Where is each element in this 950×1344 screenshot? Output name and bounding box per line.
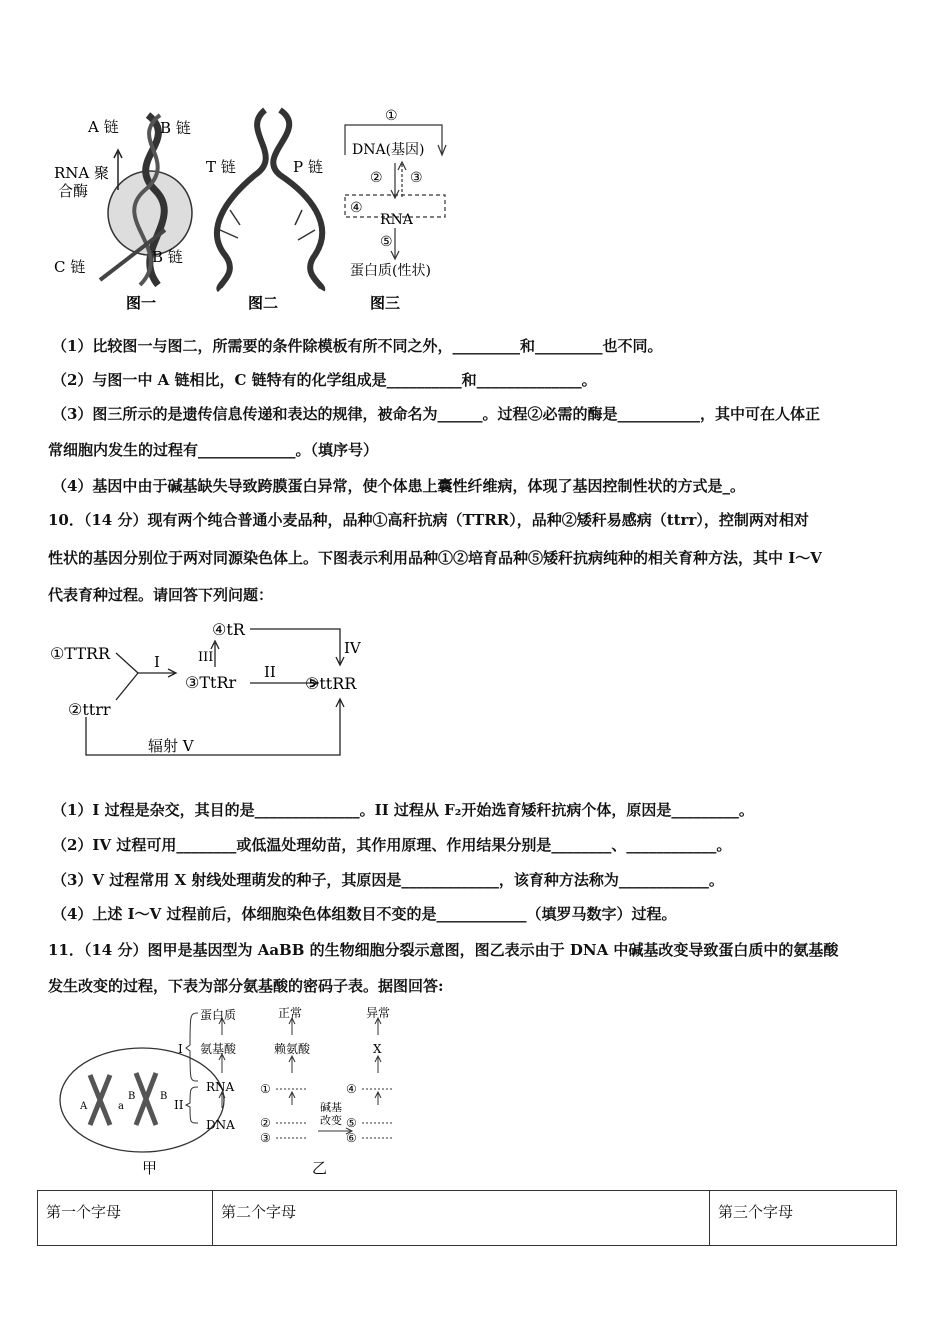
abnormal-label: 异常	[366, 1006, 391, 1020]
protein-trait-label: 蛋白质(性状)	[350, 263, 431, 279]
process-3-label: III	[198, 650, 214, 665]
variety-2-ttrr-label: ②ttrr	[68, 700, 111, 719]
allele-b-2-label: B	[160, 1091, 168, 1102]
figure-jia-yi	[50, 1005, 410, 1180]
process-5-label: 辐射 V	[148, 737, 194, 755]
normal-label: 正常	[278, 1006, 303, 1020]
step-1-label: ①	[385, 108, 398, 124]
header-second-letter: 第二个字母	[213, 1191, 710, 1246]
c-chain-label: C 链	[54, 258, 86, 276]
process-1-label: I	[154, 653, 160, 671]
q10-sub-4: （4）上述 I～V 过程前后，体细胞染色体组数目不变的是____________（填罗马数字）过程。	[52, 905, 677, 923]
rna-level-label: RNA	[206, 1080, 235, 1094]
caption-fig-one: 图一	[126, 294, 157, 312]
process-4-label: IV	[344, 639, 361, 657]
variety-3-ttrr-label: ③TtRr	[185, 673, 237, 692]
lysine-label: 赖氨酸	[274, 1042, 311, 1056]
cell-division-diagram	[60, 1048, 224, 1152]
allele-b-1-label: B	[128, 1091, 136, 1102]
q11-intro-1: 11．（14 分）图甲是基因型为 AaBB 的生物细胞分裂示意图，图乙表示由于 DNA 中碱基改变导致蛋白质中的氨基酸	[48, 941, 839, 959]
q9-part-4: （4）基因中由于碱基缺失导致跨膜蛋白异常，使个体患上囊性纤维病，体现了基因控制性状的方式是_。	[52, 477, 745, 495]
q10-intro-2: 性状的基因分别位于两对同源染色体上。下图表示利用品种①②培育品种⑤矮秆抗病纯种的相关育种方法，其中 I～V	[48, 549, 822, 567]
amino-acid-label: 氨基酸	[200, 1042, 237, 1056]
caption-yi: 乙	[312, 1159, 328, 1177]
step-2-label: ②	[370, 170, 383, 186]
allele-a-upper-label: A	[80, 1101, 88, 1112]
q10-sub-1: （1）I 过程是杂交，其目的是______________。II 过程从 F₂开始选育矮秆抗病个体，原因是_________。	[52, 801, 754, 819]
q9-part-3b: 常细胞内发生的过程有_____________。（填序号）	[48, 441, 379, 459]
step-4-label: ④	[350, 200, 363, 216]
caption-jia: 甲	[142, 1159, 158, 1177]
figure-dna-diagrams	[40, 100, 470, 315]
q10-sub-3: （3）V 过程常用 X 射线处理萌发的种子，其原因是_____________，该育种方法称为____________。	[52, 871, 724, 889]
q10-intro-3: 代表育种过程。请回答下列问题：	[48, 586, 274, 604]
breeding-diagram	[50, 615, 380, 765]
variety-1-ttrr-label: ①TTRR	[50, 644, 111, 663]
x-amino-acid-label: X	[373, 1042, 382, 1056]
variety-4-tr-label: ④tR	[212, 620, 245, 639]
codon-4-label: ④	[346, 1082, 357, 1096]
dna-gene-label: DNA(基因)	[352, 142, 425, 158]
q10-sub-2: （2）IV 过程可用________或低温处理幼苗，其作用原理、作用结果分别是________、____________。	[52, 836, 732, 854]
caption-fig-three: 图三	[370, 294, 401, 312]
q10-intro-1: 10．（14 分）现有两个纯合普通小麦品种，品种①高秆抗病（TTRR），品种②矮秆易感病（ttrr），控制两对相对	[48, 511, 809, 529]
codon-2-label: ②	[260, 1116, 271, 1130]
q9-part-2: （2）与图一中 A 链相比，C 链特有的化学组成是__________和______________。	[52, 371, 597, 389]
header-third-letter: 第三个字母	[710, 1191, 897, 1246]
caption-fig-two: 图二	[248, 294, 279, 312]
p-chain-label: P 链	[293, 158, 323, 176]
header-first-letter: 第一个字母	[38, 1191, 213, 1246]
codon-6-label: ⑥	[346, 1131, 357, 1145]
step-3-label: ③	[410, 170, 423, 186]
q9-part-1: （1）比较图一与图二，所需要的条件除模板有所不同之外，_________和_________也不同。	[52, 337, 663, 355]
codon-3-label: ③	[260, 1131, 271, 1145]
a-chain-label: A 链	[88, 118, 119, 136]
codon-5-label: ⑤	[346, 1116, 357, 1130]
variety-5-ttrr-label: ⑤ttRR	[305, 674, 357, 693]
rna-polymerase-label-1: RNA 聚	[54, 164, 110, 182]
stage-ii-label: II	[174, 1098, 184, 1112]
table-row	[38, 1191, 897, 1246]
b-chain-bottom-label: B 链	[152, 248, 183, 266]
t-chain-label: T 链	[206, 158, 236, 176]
codon-1-label: ①	[260, 1082, 271, 1096]
allele-a-lower-label: a	[118, 1101, 124, 1112]
codon-table	[37, 1190, 897, 1246]
base-change-label-2: 改变	[320, 1114, 342, 1127]
q9-part-3a: （3）图三所示的是遗传信息传递和表达的规律，被命名为______。过程②必需的酶是___________，其中可在人体正	[52, 405, 820, 423]
figure-two	[217, 110, 322, 290]
base-change-label-1: 碱基	[320, 1101, 342, 1114]
q11-intro-2: 发生改变的过程，下表为部分氨基酸的密码子表。据图回答:	[48, 977, 444, 995]
step-5-label: ⑤	[380, 234, 393, 250]
protein-label: 蛋白质	[200, 1008, 237, 1022]
b-chain-top-label: B 链	[160, 119, 191, 137]
stage-i-label: I	[178, 1042, 183, 1056]
process-2-label: II	[264, 663, 276, 681]
rna-polymerase-label-2: 合酶	[58, 182, 89, 200]
rna-label: RNA	[380, 212, 413, 228]
dna-level-label: DNA	[206, 1118, 235, 1132]
